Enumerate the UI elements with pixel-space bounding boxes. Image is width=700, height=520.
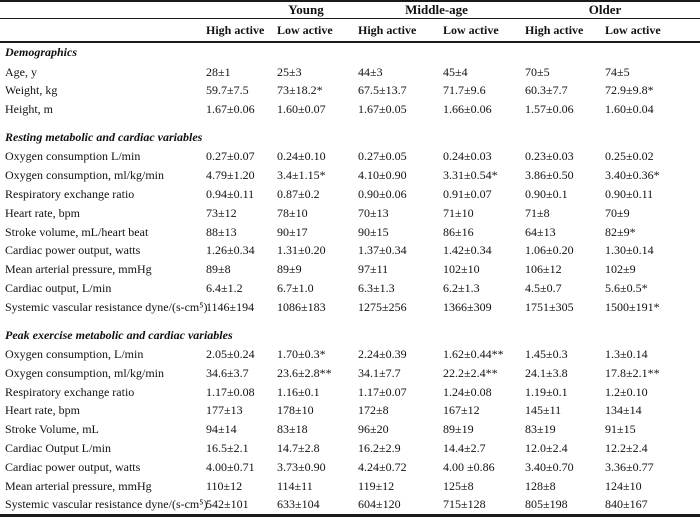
activity-subheader-row: [0, 19, 700, 43]
table-row: [0, 166, 700, 185]
table-row: [0, 63, 700, 82]
cell-value: 71.7±9.6: [443, 83, 486, 98]
cell-value: 71±10: [443, 205, 474, 220]
cell-value: 72.9±9.8*: [605, 83, 654, 98]
row-label: Oxygen consumption L/min: [5, 149, 141, 164]
table-row: [0, 260, 700, 279]
row-label: Cardiac output, L/min: [5, 280, 112, 295]
cell-value: 0.27±0.07: [206, 149, 255, 164]
table-row: [0, 477, 700, 496]
cell-value: 4.00±0.71: [206, 459, 255, 474]
cell-value: 88±13: [206, 224, 237, 239]
row-label: Oxygen consumption, ml/kg/min: [5, 365, 164, 380]
cell-value: 59.7±7.5: [206, 83, 249, 98]
cell-value: 45±4: [443, 64, 468, 79]
cell-value: 172±8: [358, 403, 389, 418]
table-row: [0, 185, 700, 204]
cell-value: 5.6±0.5*: [605, 280, 648, 295]
cell-value: 128±8: [525, 478, 556, 493]
table-row: [0, 439, 700, 458]
column-header-young-high-active: High active: [201, 19, 272, 43]
cell-value: 1.16±0.1: [277, 384, 320, 399]
age-group-header-row: [0, 1, 700, 19]
cell-value: 44±3: [358, 64, 383, 79]
row-label: Respiratory exchange ratio: [5, 384, 135, 399]
cell-value: 1.60±0.04: [605, 102, 654, 117]
cell-value: 0.94±0.11: [206, 186, 255, 201]
column-header-older-high-active: High active: [520, 19, 600, 43]
row-label: Cardiac power output, watts: [5, 459, 141, 474]
cell-value: 73±12: [206, 205, 237, 220]
cell-value: 83±18: [277, 422, 308, 437]
column-header-middle-age-high-active: High active: [353, 19, 438, 43]
cell-value: 1.30±0.14: [605, 243, 654, 258]
cell-value: 71±8: [525, 205, 550, 220]
section-title: Demographics: [5, 45, 77, 59]
cell-value: 1.57±0.06: [525, 102, 574, 117]
group-header-young: Young: [201, 1, 353, 19]
cell-value: 70±13: [358, 205, 389, 220]
cell-value: 1.45±0.3: [525, 347, 568, 362]
row-label: Cardiac Output L/min: [5, 441, 111, 456]
cell-value: 178±10: [277, 403, 314, 418]
cell-value: 4.24±0.72: [358, 459, 407, 474]
cell-value: 0.23±0.03: [525, 149, 574, 164]
cell-value: 3.40±0.70: [525, 459, 574, 474]
cell-value: 0.90±0.1: [525, 186, 568, 201]
cell-value: 4.10±0.90: [358, 168, 407, 183]
cell-value: 3.73±0.90: [277, 459, 326, 474]
table-row: [0, 298, 700, 317]
cell-value: 25±3: [277, 64, 302, 79]
cell-value: 89±8: [206, 262, 231, 277]
cell-value: 0.91±0.07: [443, 186, 492, 201]
column-header-middle-age-low-active: Low active: [438, 19, 520, 43]
row-label: Oxygen consumption, L/min: [5, 347, 144, 362]
section-header-row: [0, 42, 700, 63]
cell-value: 633±104: [277, 497, 320, 512]
cell-value: 145±11: [525, 403, 562, 418]
cell-value: 3.86±0.50: [525, 168, 574, 183]
cell-value: 1.17±0.08: [206, 384, 255, 399]
table-row: [0, 420, 700, 439]
cell-value: 12.2±2.4: [605, 441, 648, 456]
table-row: [0, 364, 700, 383]
cell-value: 604±120: [358, 497, 401, 512]
cell-value: 167±12: [443, 403, 480, 418]
cell-value: 96±20: [358, 422, 389, 437]
cell-value: 1.26±0.34: [206, 243, 255, 258]
cell-value: 6.3±1.3: [358, 280, 395, 295]
cell-value: 12.0±2.4: [525, 441, 568, 456]
table-row: [0, 345, 700, 364]
cell-value: 90±15: [358, 224, 389, 239]
cell-value: 14.4±2.7: [443, 441, 486, 456]
cell-value: 3.40±0.36*: [605, 168, 660, 183]
cell-value: 90±17: [277, 224, 308, 239]
cell-value: 22.2±2.4**: [443, 365, 498, 380]
section-header-row: [0, 119, 700, 148]
cell-value: 4.79±1.20: [206, 168, 255, 183]
cell-value: 1.24±0.08: [443, 384, 492, 399]
cell-value: 97±11: [358, 262, 389, 277]
cell-value: 3.36±0.77: [605, 459, 654, 474]
cell-value: 1.66±0.06: [443, 102, 492, 117]
section-title: Resting metabolic and cardiac variables: [5, 129, 203, 144]
cell-value: 1.2±0.10: [605, 384, 648, 399]
cell-value: 24.1±3.8: [525, 365, 568, 380]
cell-value: 0.87±0.2: [277, 186, 320, 201]
cell-value: 1366±309: [443, 299, 492, 314]
row-label: Respiratory exchange ratio: [5, 186, 135, 201]
cell-value: 3.31±0.54*: [443, 168, 498, 183]
row-label: Weight, kg: [5, 83, 58, 98]
cell-value: 89±9: [277, 262, 302, 277]
column-header-older-low-active: Low active: [600, 19, 700, 43]
group-header-older: Older: [520, 1, 700, 19]
cell-value: 1.42±0.34: [443, 243, 492, 258]
cell-value: 89±19: [443, 422, 474, 437]
cell-value: 6.2±1.3: [443, 280, 480, 295]
cell-value: 70±9: [605, 205, 630, 220]
cell-value: 28±1: [206, 64, 231, 79]
cell-value: 67.5±13.7: [358, 83, 407, 98]
cell-value: 83±19: [525, 422, 556, 437]
cell-value: 119±12: [358, 478, 395, 493]
row-label: Systemic vascular resistance dyne/(s-cm⁵): [5, 299, 208, 314]
cell-value: 102±10: [443, 262, 480, 277]
cell-value: 1.17±0.07: [358, 384, 407, 399]
cell-value: 1.70±0.3*: [277, 347, 326, 362]
cell-value: 125±8: [443, 478, 474, 493]
cell-value: 6.4±1.2: [206, 280, 243, 295]
row-label: Stroke Volume, mL: [5, 422, 99, 437]
cell-value: 1.37±0.34: [358, 243, 407, 258]
row-label: Stroke volume, mL/heart beat: [5, 224, 149, 239]
cell-value: 715±128: [443, 497, 486, 512]
cell-value: 1146±194: [206, 299, 255, 314]
table-row: [0, 495, 700, 515]
cell-value: 1.19±0.1: [525, 384, 568, 399]
cell-value: 64±13: [525, 224, 556, 239]
cell-value: 134±14: [605, 403, 642, 418]
row-label: Oxygen consumption, ml/kg/min: [5, 168, 164, 183]
corner-cell: [0, 19, 201, 43]
table-row: [0, 204, 700, 223]
table-row: [0, 401, 700, 420]
table-row: [0, 81, 700, 100]
cell-value: 78±10: [277, 205, 308, 220]
cell-value: 3.4±1.15*: [277, 168, 326, 183]
column-header-young-low-active: Low active: [272, 19, 353, 43]
cell-value: 1.06±0.20: [525, 243, 574, 258]
cell-value: 177±13: [206, 403, 243, 418]
table-row: [0, 223, 700, 242]
group-header-middle-age: Middle-age: [353, 1, 520, 19]
table-row: [0, 383, 700, 402]
cell-value: 805±198: [525, 497, 568, 512]
section-title: Peak exercise metabolic and cardiac variables: [5, 327, 233, 342]
row-label: Mean arterial pressure, mmHg: [5, 478, 152, 493]
cell-value: 102±9: [605, 262, 636, 277]
cell-value: 91±15: [605, 422, 636, 437]
row-label: Mean arterial pressure, mmHg: [5, 262, 152, 277]
table-row: [0, 100, 700, 119]
cell-value: 86±16: [443, 224, 474, 239]
cell-value: 16.5±2.1: [206, 441, 249, 456]
cell-value: 542±101: [206, 497, 249, 512]
table-row: [0, 147, 700, 166]
cell-value: 0.25±0.02: [605, 149, 654, 164]
cell-value: 2.24±0.39: [358, 347, 407, 362]
section-header-row: [0, 317, 700, 346]
cell-value: 74±5: [605, 64, 630, 79]
cell-value: 1086±183: [277, 299, 326, 314]
cell-value: 1.3±0.14: [605, 347, 648, 362]
cell-value: 1.67±0.05: [358, 102, 407, 117]
cell-value: 1.60±0.07: [277, 102, 326, 117]
table-row: [0, 241, 700, 260]
cell-value: 34.6±3.7: [206, 365, 249, 380]
row-label: Cardiac power output, watts: [5, 243, 141, 258]
cell-value: 0.27±0.05: [358, 149, 407, 164]
row-label: Height, m: [5, 102, 53, 117]
cell-value: 94±14: [206, 422, 237, 437]
cell-value: 1500±191*: [605, 299, 660, 314]
cell-value: 106±12: [525, 262, 562, 277]
cell-value: 34.1±7.7: [358, 365, 401, 380]
cell-value: 0.24±0.10: [277, 149, 326, 164]
cell-value: 70±5: [525, 64, 550, 79]
cell-value: 1.62±0.44**: [443, 347, 504, 362]
cell-value: 14.7±2.8: [277, 441, 320, 456]
cell-value: 0.90±0.11: [605, 186, 654, 201]
row-label: Systemic vascular resistance dyne/(s-cm⁵): [5, 497, 208, 512]
cell-value: 840±167: [605, 497, 648, 512]
table-row: [0, 458, 700, 477]
cell-value: 1.31±0.20: [277, 243, 326, 258]
corner-cell: [0, 1, 201, 19]
cell-value: 1.67±0.06: [206, 102, 255, 117]
cell-value: 23.6±2.8**: [277, 365, 332, 380]
cell-value: 82±9*: [605, 224, 636, 239]
cell-value: 1275±256: [358, 299, 407, 314]
row-label: Heart rate, bpm: [5, 403, 80, 418]
cell-value: 0.24±0.03: [443, 149, 492, 164]
table-body: [0, 42, 700, 516]
cell-value: 4.5±0.7: [525, 280, 562, 295]
cell-value: 4.00 ±0.86: [443, 459, 495, 474]
cell-value: 110±12: [206, 478, 243, 493]
row-label: Age, y: [5, 64, 37, 79]
cell-value: 17.8±2.1**: [605, 365, 660, 380]
cell-value: 60.3±7.7: [525, 83, 568, 98]
cell-value: 124±10: [605, 478, 642, 493]
cell-value: 16.2±2.9: [358, 441, 401, 456]
cell-value: 73±18.2*: [277, 83, 323, 98]
row-label: Heart rate, bpm: [5, 205, 80, 220]
cell-value: 6.7±1.0: [277, 280, 314, 295]
cell-value: 0.90±0.06: [358, 186, 407, 201]
cell-value: 1751±305: [525, 299, 574, 314]
cell-value: 114±11: [277, 478, 313, 493]
cell-value: 2.05±0.24: [206, 347, 255, 362]
table-row: [0, 279, 700, 298]
